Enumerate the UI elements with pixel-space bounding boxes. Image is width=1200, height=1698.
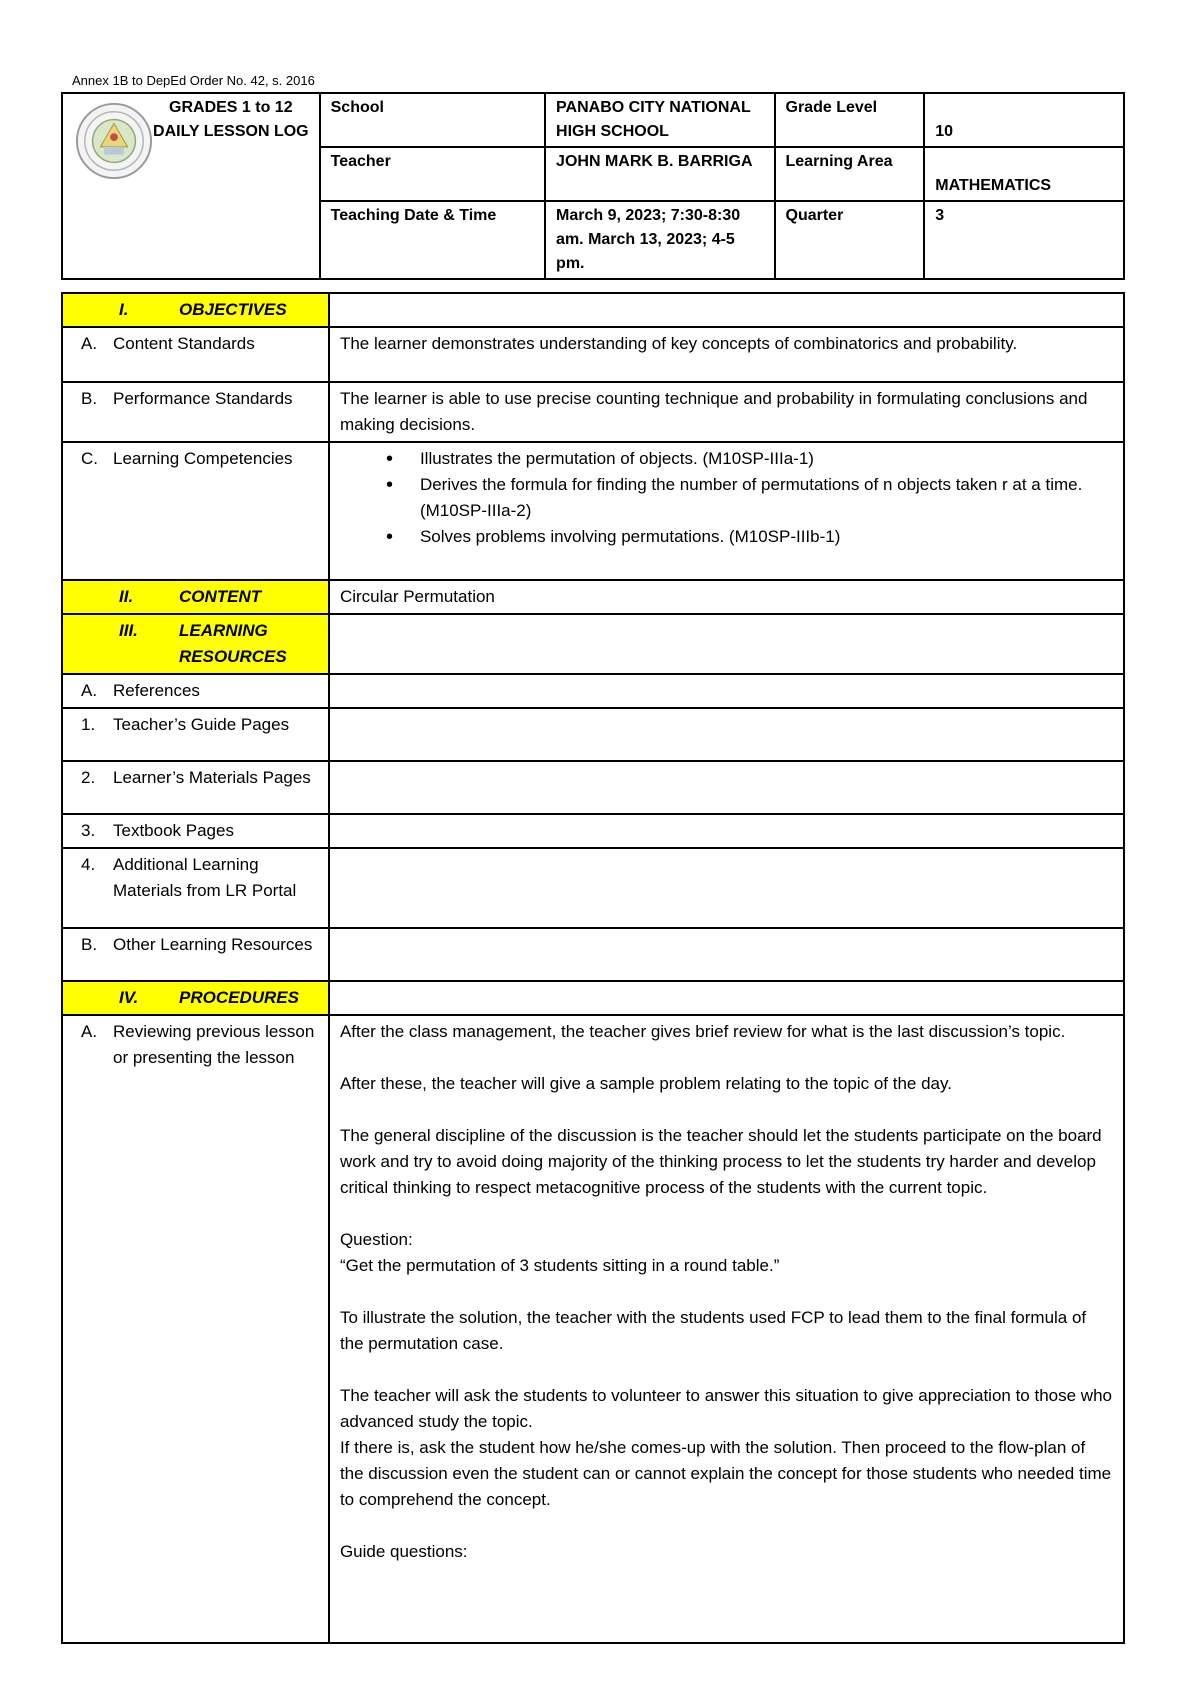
objectives-num: I. bbox=[119, 300, 129, 319]
row-letter: 2. bbox=[81, 768, 96, 787]
question-label: Question: bbox=[339, 1230, 413, 1249]
row-letter: A. bbox=[81, 334, 98, 353]
table-row bbox=[62, 382, 1124, 442]
content-section-row bbox=[62, 580, 1124, 614]
table-row bbox=[62, 848, 1124, 928]
resources-num: III. bbox=[119, 621, 138, 640]
dll-title-line2: DAILY LESSON LOG bbox=[153, 123, 309, 140]
dll-title-line1: GRADES 1 to 12 bbox=[169, 99, 293, 116]
procedures-empty bbox=[329, 981, 1124, 1015]
performance-standards-label: Performance Standards bbox=[113, 389, 293, 408]
teaching-date-value: March 9, 2023; 7:30-8:30 am. March 13, 2023; 4-5 pm. bbox=[545, 201, 774, 279]
objectives-section-row bbox=[62, 293, 1124, 327]
school-seal-icon bbox=[75, 102, 153, 180]
grade-level-value: 10 bbox=[924, 93, 1124, 147]
additional-materials-label: Additional Learning Materials from LR Portal bbox=[113, 855, 297, 900]
content-num: II. bbox=[119, 587, 134, 606]
content-standards-label: Content Standards bbox=[113, 334, 255, 353]
row-letter: B. bbox=[81, 935, 98, 954]
dll-title-cell bbox=[62, 93, 320, 279]
procedures-title: PROCEDURES bbox=[179, 988, 299, 1007]
school-value: PANABO CITY NATIONAL HIGH SCHOOL bbox=[545, 93, 774, 147]
guide-questions: Guide questions: bbox=[339, 1542, 468, 1561]
quarter-label: Quarter bbox=[775, 201, 925, 279]
row-letter: B. bbox=[81, 389, 98, 408]
question-text: “Get the permutation of 3 students sitting in a round table.” bbox=[339, 1256, 780, 1275]
paragraph: After the class management, the teacher gives brief review for what is the last discussion’s topic. bbox=[339, 1022, 1066, 1041]
teacher-label: Teacher bbox=[320, 147, 545, 201]
row-letter: A. bbox=[81, 1022, 98, 1041]
table-row bbox=[62, 814, 1124, 848]
procedures-num: IV. bbox=[119, 988, 139, 1007]
row-letter: 4. bbox=[81, 855, 96, 874]
teacher-value: JOHN MARK B. BARRIGA bbox=[545, 147, 774, 201]
paragraph: To illustrate the solution, the teacher with the students used FCP to lead them to the final formula of the permutation case. bbox=[339, 1308, 1087, 1353]
resources-title: LEARNING RESOURCES bbox=[179, 621, 287, 666]
table-row bbox=[62, 327, 1124, 382]
objectives-title: OBJECTIVES bbox=[179, 300, 287, 319]
content-standards-text: The learner demonstrates understanding of key concepts of combinatorics and probability. bbox=[329, 327, 1124, 382]
learners-materials-value bbox=[329, 761, 1124, 814]
paragraph: If there is, ask the student how he/she comes-up with the solution. Then proceed to the flow-plan of the discussion even the student can or cannot explain the concept for those students who needed time to comprehend the concept. bbox=[339, 1438, 1112, 1509]
content-title: CONTENT bbox=[179, 587, 262, 606]
row-letter: 1. bbox=[81, 715, 96, 734]
paragraph: The teacher will ask the students to volunteer to answer this situation to give appreciation to those who advanced study the topic. bbox=[339, 1386, 1112, 1431]
additional-materials-value bbox=[329, 848, 1124, 928]
other-resources-value bbox=[329, 928, 1124, 981]
textbook-pages-value bbox=[329, 814, 1124, 848]
list-item: • Derives the formula for finding the number of permutations of n objects taken r at a time. (M10SP-IIIa-2) bbox=[420, 472, 1113, 524]
grade-level-label: Grade Level bbox=[775, 93, 925, 147]
resources-empty bbox=[329, 614, 1124, 674]
learning-area-label: Learning Area bbox=[775, 147, 925, 201]
references-value bbox=[329, 674, 1124, 708]
learning-competencies-cell bbox=[329, 442, 1124, 580]
header-table bbox=[61, 92, 1125, 280]
learners-materials-label: Learner’s Materials Pages bbox=[113, 768, 311, 787]
list-item: • Illustrates the permutation of objects. (M10SP-IIIa-1) bbox=[420, 446, 1113, 472]
procedures-heading bbox=[62, 981, 329, 1015]
row-letter: 3. bbox=[81, 821, 96, 840]
row-letter: A. bbox=[81, 681, 98, 700]
lesson-log-table bbox=[61, 292, 1125, 1644]
table-row bbox=[62, 928, 1124, 981]
objectives-empty bbox=[329, 293, 1124, 327]
other-resources-label: Other Learning Resources bbox=[113, 935, 313, 954]
table-row bbox=[62, 1015, 1124, 1643]
school-label: School bbox=[320, 93, 545, 147]
references-label: References bbox=[113, 681, 200, 700]
list-item: • Solves problems involving permutations. (M10SP-IIIb-1) bbox=[420, 524, 1113, 550]
teachers-guide-label: Teacher’s Guide Pages bbox=[113, 715, 290, 734]
teachers-guide-value bbox=[329, 708, 1124, 761]
textbook-pages-label: Textbook Pages bbox=[113, 821, 234, 840]
table-row bbox=[62, 708, 1124, 761]
table-row bbox=[62, 674, 1124, 708]
row-letter: C. bbox=[81, 449, 98, 468]
objectives-heading bbox=[62, 293, 329, 327]
procedure-a-text bbox=[329, 1015, 1124, 1643]
resources-heading bbox=[62, 614, 329, 674]
paragraph: The general discipline of the discussion is the teacher should let the students participate on the board work and try to avoid doing majority of the thinking process to let the students try harder and develop critical thinking to respect metacognitive process of the students with the current topic. bbox=[339, 1126, 1102, 1197]
annex-note: Annex 1B to DepEd Order No. 42, s. 2016 bbox=[72, 73, 315, 88]
learning-competencies-label: Learning Competencies bbox=[113, 449, 293, 468]
procedures-section-row bbox=[62, 981, 1124, 1015]
quarter-value: 3 bbox=[924, 201, 1124, 279]
reviewing-lesson-label: Reviewing previous lesson or presenting the lesson bbox=[113, 1022, 315, 1067]
table-row bbox=[62, 442, 1124, 580]
learning-area-value: MATHEMATICS bbox=[924, 147, 1124, 201]
teaching-date-label: Teaching Date & Time bbox=[320, 201, 545, 279]
paragraph: After these, the teacher will give a sample problem relating to the topic of the day. bbox=[339, 1074, 952, 1093]
resources-section-row bbox=[62, 614, 1124, 674]
content-value: Circular Permutation bbox=[329, 580, 1124, 614]
content-heading bbox=[62, 580, 329, 614]
table-row bbox=[62, 761, 1124, 814]
performance-standards-text: The learner is able to use precise counting technique and probability in formulating conclusions and making decisions. bbox=[329, 382, 1124, 442]
competencies-list bbox=[340, 446, 1113, 550]
